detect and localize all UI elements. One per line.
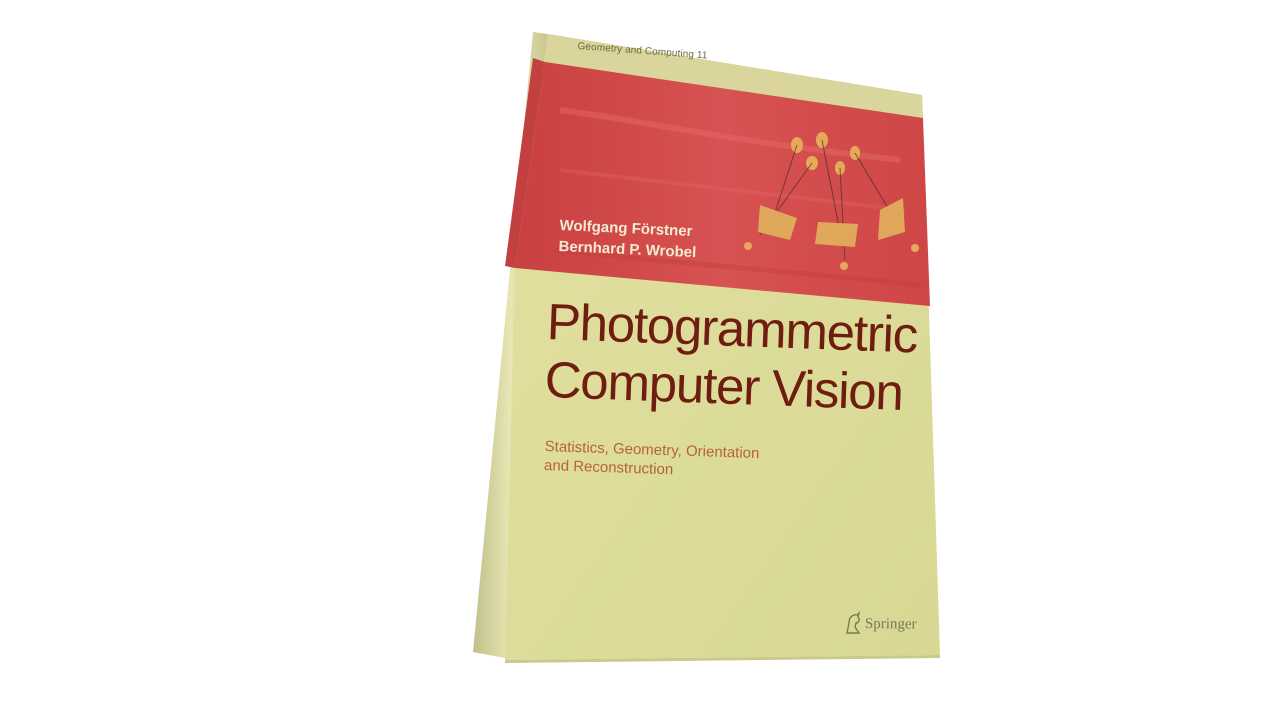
publisher-name: Springer xyxy=(864,616,917,633)
subtitle-line: Statistics, Geometry, Orientation xyxy=(544,437,760,463)
title-line: Computer Vision xyxy=(543,350,904,422)
book-title xyxy=(544,293,918,422)
author-name: Wolfgang Förstner xyxy=(559,216,693,241)
springer-horse-icon xyxy=(843,611,863,635)
subtitle-line: and Reconstruction xyxy=(543,456,674,479)
author-list xyxy=(558,215,698,263)
book-subtitle xyxy=(544,437,760,482)
series-label: Geometry and Computing 11 xyxy=(577,41,708,62)
title-line: Photogrammetric xyxy=(545,293,919,364)
author-name: Bernhard P. Wrobel xyxy=(558,237,697,262)
